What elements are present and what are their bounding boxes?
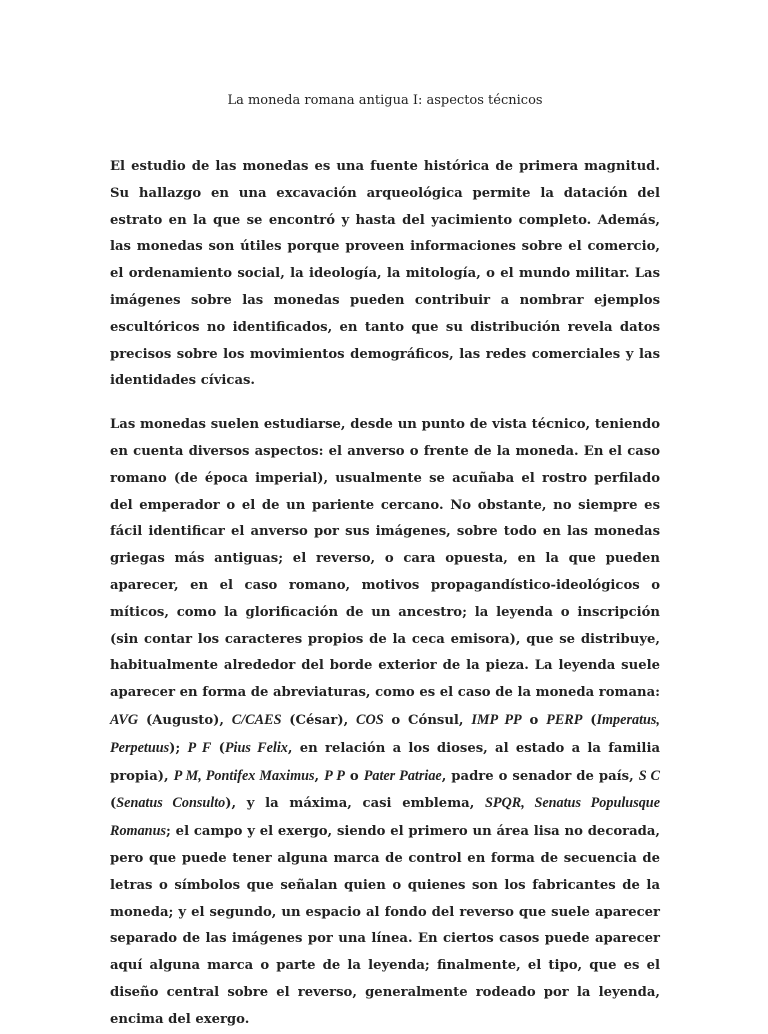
abbreviation-pf: P F xyxy=(187,739,212,756)
text-run: ), y la máxima, casi emblema, xyxy=(225,796,485,812)
text-run: o xyxy=(521,712,547,728)
text-run: ( xyxy=(211,740,225,756)
text-run: , padre o senador de país, xyxy=(441,768,639,784)
latin-pius-felix: Pius Felix xyxy=(224,739,288,756)
text-run: Las monedas suelen estudiarse, desde un punto de vista técnico, teniendo en cuenta diversos aspectos: el anverso o frente de la moneda. En el caso romano (de época imperial), usualmente se acuñaba el rostro perfilado del emperador o el de un pariente cercano. No obstante, no siempre es fácil identificar el anverso por sus imágenes, sobre todo en las monedas griegas más antiguas; el reverso, o cara opuesta, en la que pueden aparecer, en el caso romano, motivos propagandístico-ideológicos o míticos, como la glorificación de un ancestro; la leyenda o inscripción (sin contar los caracteres propios de la ceca emisora), que se distribuye, habitualmente alrededor del borde exterior de la pieza. La leyenda suele aparecer en forma de abreviaturas, como es el caso de la moneda romana: xyxy=(110,417,660,701)
text-run: , xyxy=(314,768,325,784)
document-title: La moneda romana antigua I: aspectos técnicos xyxy=(227,93,543,108)
latin-senatus-consulto: Senatus Consulto xyxy=(116,795,226,812)
text-run: (César), xyxy=(281,712,356,728)
abbreviation-imp-pp: IMP PP xyxy=(471,711,522,728)
document-page xyxy=(110,0,660,1034)
abbreviation-perp: PERP xyxy=(546,711,583,728)
text-run: ( xyxy=(110,796,117,812)
abbreviation-cos: COS xyxy=(355,711,384,728)
abbreviation-pp: P P xyxy=(324,767,345,784)
paragraph-intro: El estudio de las monedas es una fuente histórica de primera magnitud. Su hallazgo en una excavación arqueológica permite la datación del estrato en la que se encontró y hasta del yacimiento completo. Además, las monedas son útiles porque proveen informaciones sobre el comercio, el ordenamiento social, la ideología, la mitología, o el mundo militar. Las imágenes sobre las monedas pueden contribuir a nombrar ejemplos escultóricos no identificados, en tanto que su distribución revela datos precisos sobre los movimientos demográficos, las redes comerciales y las identidades cívicas. xyxy=(110,159,660,389)
latin-spqr: SPQR, Senatus Populusque Romanus xyxy=(110,795,660,840)
text-run: o Cónsul, xyxy=(383,712,472,728)
latin-pontifex-maximus: P M, Pontifex Maximus xyxy=(173,767,315,784)
abbreviation-caes: C/CAES xyxy=(231,711,282,728)
abbreviation-avg: AVG xyxy=(110,711,139,728)
text-run: ; el campo y el exergo, siendo el primero un área lisa no decorada, pero que puede tener alguna marca de control en forma de secuencia de letras o símbolos que señalan quien o quienes son los fabricantes de la moneda; y el segundo, un espacio al fondo del reverso que suele aparecer separado de las imágenes por una línea. En ciertos casos puede aparecer aquí alguna marca o parte de la leyenda; finalmente, el tipo, que es el diseño central sobre el reverso, generalmente rodeado por la leyenda, encima del exergo. xyxy=(110,824,660,1027)
text-run: o xyxy=(344,768,364,784)
text-run: ( xyxy=(582,712,597,728)
text-run: , en relación a los dioses, al estado a la familia propia), xyxy=(110,740,661,784)
latin-pater-patriae: Pater Patriae xyxy=(363,767,442,784)
latin-imperatus-perpetuus: Imperatus, Perpetuus xyxy=(110,711,660,756)
abbreviation-sc: S C xyxy=(638,767,661,784)
paragraph-technical-aspects xyxy=(110,412,660,1033)
text-run: (Augusto), xyxy=(138,712,232,728)
text-run: ); xyxy=(169,740,188,756)
